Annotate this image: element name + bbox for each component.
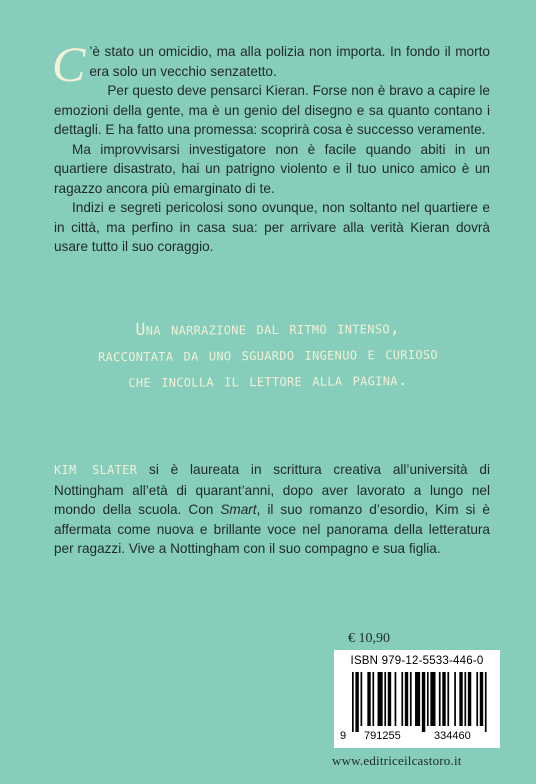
book-title: Smart — [220, 502, 257, 517]
barcode-bar — [468, 672, 471, 726]
barcode-bar — [395, 672, 397, 726]
barcode-bar — [485, 672, 487, 732]
quote-line-3: che incolla il lettore alla pagina. — [128, 370, 409, 391]
synopsis-paragraph-3: Ma improvvisarsi investigatore non è facile quando abiti in un quartiere disastrato, hai un patrigno violento e il tuo unico amico è un ragazzo ancora più emarginato di te. — [54, 141, 490, 196]
barcode-bar — [422, 672, 425, 732]
author-name: KIM SLATER — [54, 463, 138, 477]
drop-cap: C — [52, 36, 86, 92]
barcode-bar — [464, 672, 466, 726]
synopsis-paragraph-2: Per questo deve pensarci Kieran. Forse non è bravo a capire le emozioni della gente, ma è un genio del disegno e sa quanto contano i dettagli. E ha fatto una promessa: scoprirà cosa è successo veramente. — [54, 83, 490, 137]
publisher-website: www.editriceilcastoro.it — [332, 753, 462, 768]
barcode-bar — [378, 672, 383, 726]
barcode-bar — [372, 672, 374, 726]
synopsis-text-1: ’è stato un omicidio, ma alla polizia non importa. In fondo il morto era solo un vecchio senzatetto. — [89, 44, 490, 79]
quote-line-1: Una narrazione dal ritmo intenso, — [135, 318, 401, 339]
bio-text-2: , il suo romanzo d’esordio, Kim si è affermata come nuova e brillante voce nel panorama della letteratura per ragazzi. Vive a Nottingham con il suo compagno e sua figlia. — [54, 502, 490, 556]
barcode-bar — [410, 672, 412, 726]
barcode-bars — [352, 672, 490, 732]
barcode-bar — [388, 672, 391, 726]
barcode-bar — [367, 672, 370, 726]
barcode-bar — [384, 672, 386, 726]
barcode-bar — [454, 672, 456, 726]
bio-text-1: si è laureata in scrittura creativa all’università di Nottingham all’età di quarant’anni, dopo aver lavorato a lungo nel mondo della scuola. Con — [54, 462, 490, 517]
barcode-digit-group-2: 334460 — [434, 730, 471, 742]
synopsis-paragraph-4: Indizi e segreti pericolosi sono ovunque, non soltanto nel quartiere e in città, ma perfino in casa sua: per arrivare alla verità Kieran dovrà usare tutto il suo coraggio. — [54, 200, 490, 254]
barcode-bar — [430, 672, 435, 726]
barcode-digit-first: 9 — [340, 730, 347, 742]
author-bio — [54, 460, 490, 559]
barcode-bar — [480, 672, 483, 726]
barcode-bar — [442, 672, 445, 726]
barcode-bar — [401, 672, 403, 726]
barcode-bar — [352, 672, 354, 732]
barcode-bar — [427, 672, 429, 726]
barcode-bar — [405, 672, 408, 726]
synopsis — [52, 36, 490, 257]
quote-line-2: raccontata da uno sguardo ingenuo e curioso — [98, 343, 438, 366]
price-label: € 10,90 — [348, 631, 390, 646]
barcode-bar — [439, 672, 441, 726]
barcode — [334, 650, 500, 748]
barcode-bar — [476, 672, 478, 726]
barcode-digit-group-1: 791255 — [364, 730, 401, 742]
barcode-bar — [361, 672, 363, 726]
review-quote — [40, 314, 497, 395]
barcode-bar — [459, 672, 462, 726]
isbn-text: ISBN 979-12-5533-446-0 — [350, 655, 484, 667]
barcode-bar — [415, 672, 420, 726]
synopsis-paragraph-1 — [52, 36, 490, 92]
barcode-bar — [355, 672, 358, 732]
barcode-bar — [447, 672, 449, 726]
